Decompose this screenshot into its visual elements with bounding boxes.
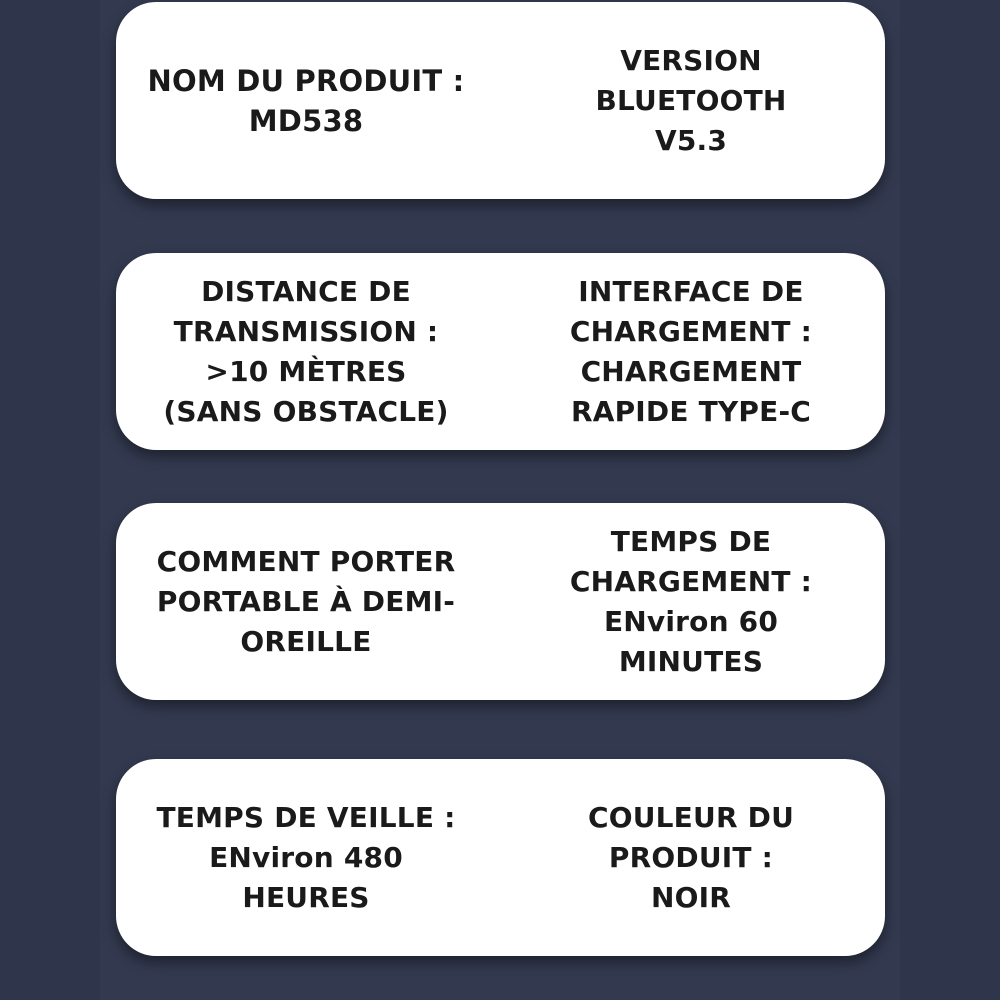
wearing-style-spec: COMMENT PORTER PORTABLE À DEMI- OREILLE xyxy=(156,544,456,658)
transmission-distance-spec: DISTANCE DE TRANSMISSION : >10 MÈTRES (SANS OBSTACLE) xyxy=(163,274,449,428)
product-color-spec: COULEUR DU PRODUIT : NOIR xyxy=(587,800,795,914)
standby-time-spec: TEMPS DE VEILLE : ENviron 480 HEURES xyxy=(156,800,456,914)
bluetooth-version-spec: VERSION BLUETOOTH V5.3 xyxy=(595,43,787,157)
charging-interface-spec: INTERFACE DE CHARGEMENT : CHARGEMENT RAPIDE TYPE-C xyxy=(569,274,813,428)
spec-card-standby-color xyxy=(116,759,885,956)
product-name-spec: NOM DU PRODUIT : MD538 xyxy=(147,63,465,138)
charging-time-spec: TEMPS DE CHARGEMENT : ENviron 60 MINUTES xyxy=(569,524,813,678)
spec-card-product-name-bluetooth xyxy=(116,2,885,199)
spec-card-transmission-charging-interface xyxy=(116,253,885,450)
spec-card-wearing-charging-time xyxy=(116,503,885,700)
